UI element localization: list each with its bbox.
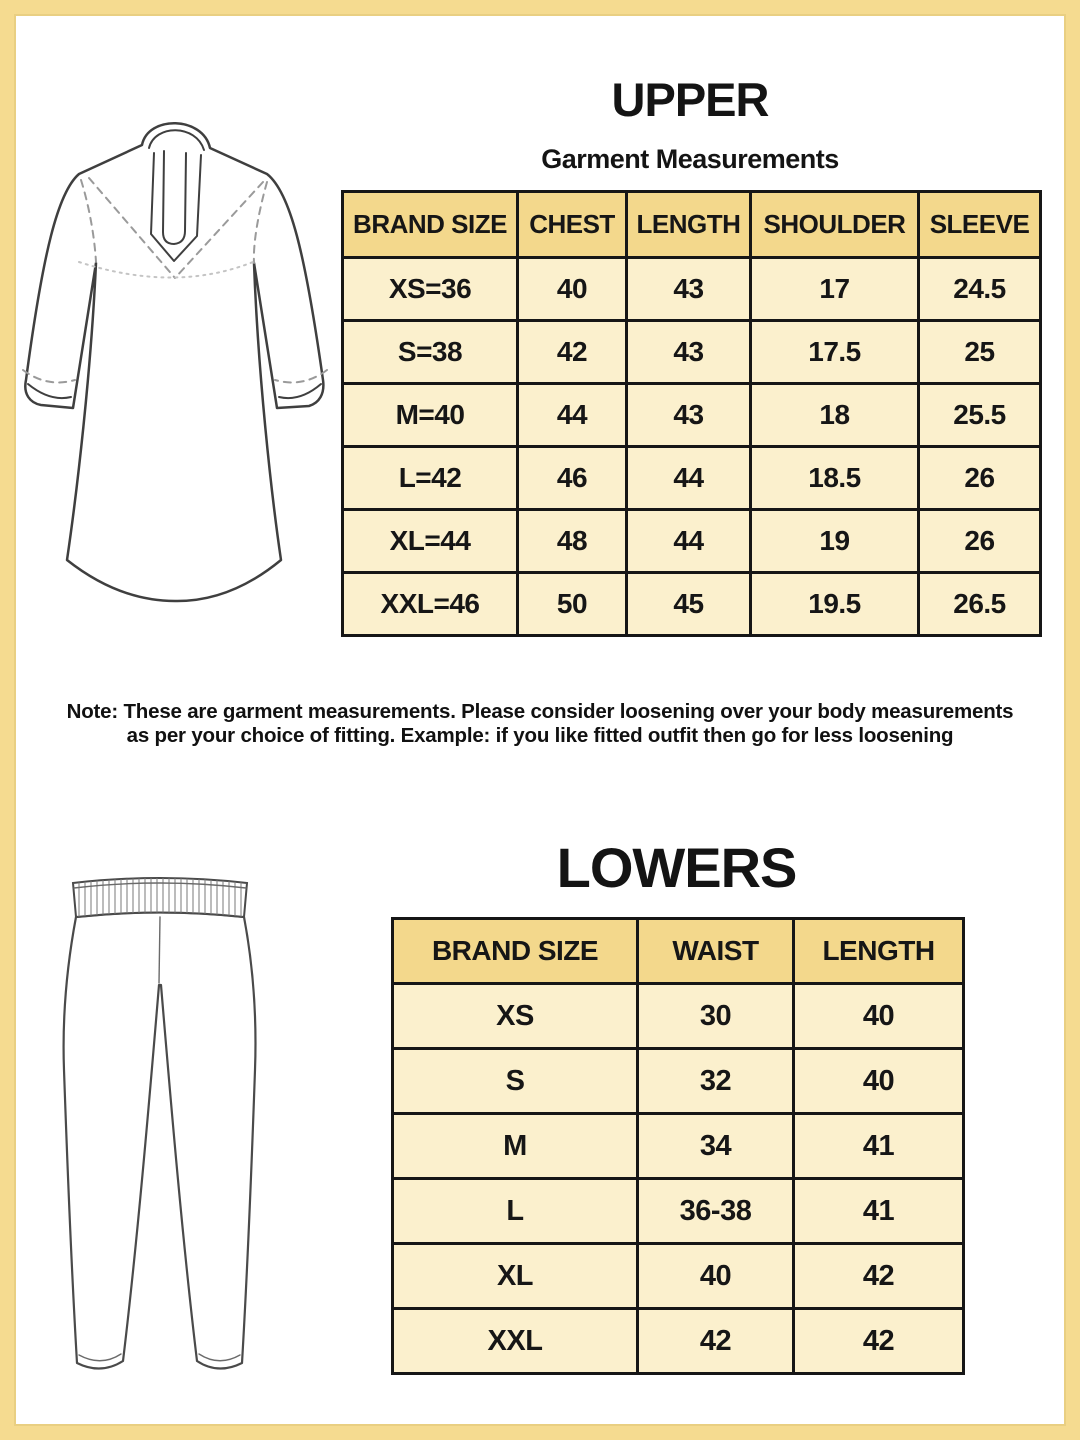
cell: 25 xyxy=(919,321,1041,384)
lowers-row-l xyxy=(393,1179,964,1244)
cell: 17.5 xyxy=(751,321,919,384)
kurta-illustration-icon xyxy=(15,112,337,644)
cell: 40 xyxy=(638,1244,794,1309)
cell: S xyxy=(393,1049,638,1114)
cell: 25.5 xyxy=(919,384,1041,447)
lowers-row-s xyxy=(393,1049,964,1114)
cell: 26 xyxy=(919,447,1041,510)
note-line-1: Note: These are garment measurements. Please consider loosening over your body measurements xyxy=(66,700,1014,723)
cell: 26.5 xyxy=(919,573,1041,636)
upper-row-xxl xyxy=(343,573,1041,636)
lowers-col-waist: WAIST xyxy=(638,919,794,984)
cell: S=38 xyxy=(343,321,518,384)
note-line-2: as per your choice of fitting. Example: if you like fitted outfit then go for less loosening xyxy=(126,723,954,747)
cell: 50 xyxy=(518,573,627,636)
cell: 18.5 xyxy=(751,447,919,510)
cell: XXL=46 xyxy=(343,573,518,636)
upper-row-xl xyxy=(343,510,1041,573)
cell: 43 xyxy=(627,258,751,321)
cell: 32 xyxy=(638,1049,794,1114)
cell: 34 xyxy=(638,1114,794,1179)
upper-row-s xyxy=(343,321,1041,384)
cell: 42 xyxy=(638,1309,794,1374)
lowers-row-xl xyxy=(393,1244,964,1309)
lowers-col-brand-size: BRAND SIZE xyxy=(393,919,638,984)
upper-row-xs xyxy=(343,258,1041,321)
leggings-illustration-icon xyxy=(55,855,265,1385)
cell: XXL xyxy=(393,1309,638,1374)
cell: XS xyxy=(393,984,638,1049)
upper-row-l xyxy=(343,447,1041,510)
upper-section-subtitle: Garment Measurements xyxy=(541,144,839,174)
lowers-header-row xyxy=(393,919,964,984)
cell: 40 xyxy=(518,258,627,321)
cell: 17 xyxy=(751,258,919,321)
upper-col-brand-size: BRAND SIZE xyxy=(343,192,518,258)
cell: 44 xyxy=(518,384,627,447)
upper-col-shoulder: SHOULDER xyxy=(751,192,919,258)
lowers-size-table xyxy=(391,917,965,1375)
upper-col-chest: CHEST xyxy=(518,192,627,258)
cell: 40 xyxy=(794,984,964,1049)
lowers-row-xs xyxy=(393,984,964,1049)
cell: 30 xyxy=(638,984,794,1049)
cell: 42 xyxy=(518,321,627,384)
measurement-note xyxy=(0,700,1080,747)
cell: 41 xyxy=(794,1114,964,1179)
upper-col-sleeve: SLEEVE xyxy=(919,192,1041,258)
cell: XS=36 xyxy=(343,258,518,321)
cell: 41 xyxy=(794,1179,964,1244)
cell: 24.5 xyxy=(919,258,1041,321)
cell: L=42 xyxy=(343,447,518,510)
cell: 26 xyxy=(919,510,1041,573)
upper-header-row xyxy=(343,192,1041,258)
cell: 48 xyxy=(518,510,627,573)
leggings-center-seam xyxy=(159,917,160,983)
cell: 44 xyxy=(627,510,751,573)
upper-row-m xyxy=(343,384,1041,447)
cell: 45 xyxy=(627,573,751,636)
cell: 42 xyxy=(794,1309,964,1374)
cell: L xyxy=(393,1179,638,1244)
cell: 40 xyxy=(794,1049,964,1114)
upper-col-length: LENGTH xyxy=(627,192,751,258)
leggings-waistband xyxy=(73,878,247,917)
cell: 42 xyxy=(794,1244,964,1309)
cell: 19 xyxy=(751,510,919,573)
cell: M xyxy=(393,1114,638,1179)
cell: 44 xyxy=(627,447,751,510)
upper-section-title: UPPER xyxy=(611,73,769,126)
lowers-col-length: LENGTH xyxy=(794,919,964,984)
upper-size-table xyxy=(341,190,1042,637)
lowers-section-title: LOWERS xyxy=(556,836,797,899)
cell: 46 xyxy=(518,447,627,510)
cell: XL=44 xyxy=(343,510,518,573)
cell: 18 xyxy=(751,384,919,447)
cell: 36-38 xyxy=(638,1179,794,1244)
kurta-silhouette xyxy=(25,123,323,601)
lowers-row-xxl xyxy=(393,1309,964,1374)
cell: 43 xyxy=(627,384,751,447)
cell: M=40 xyxy=(343,384,518,447)
cell: 19.5 xyxy=(751,573,919,636)
cell: XL xyxy=(393,1244,638,1309)
cell: 43 xyxy=(627,321,751,384)
lowers-row-m xyxy=(393,1114,964,1179)
